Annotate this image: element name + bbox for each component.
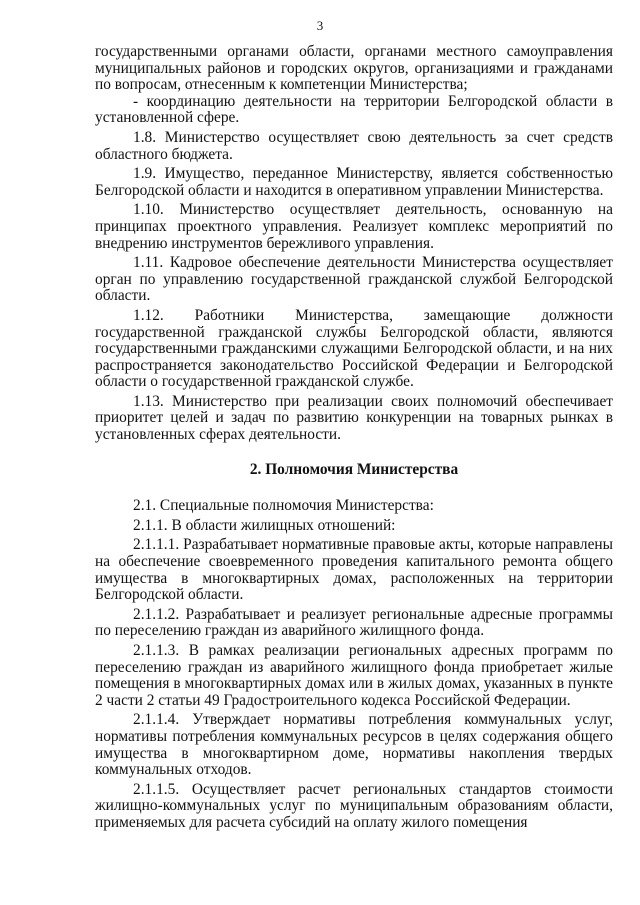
paragraph-2-1-1-3: 2.1.1.3. В рамках реализации региональных адресных программ по переселению граждан из аварийного жилищного фонда приобретает жилые помещения в многоквартирных домах или в жилых домах, указанных в пункте 2 части 2 статьи 49 Градостроительного кодекса Российской Федерации. — [95, 642, 613, 709]
section-title: 2. Полномочия Министерства — [249, 460, 459, 478]
paragraph-continuation: государственными органами области, органами местного самоуправления муниципальных районов и городских округов, организациями и гражданами по вопросам, отнесенным к компетенции Министерства; — [95, 43, 613, 94]
paragraph-1-12: 1.12. Работники Министерства, замещающие должности государственной гражданской службы Белгородской области, являются государственными гражданскими служащими Белгородской области, и на них распространяется законодательство Российской Федерации и Белгородской области о государственной гражданской службе. — [95, 306, 613, 391]
paragraph-1-8: 1.8. Министерство осуществляет свою деятельность за счет средств областного бюджета. — [95, 128, 613, 163]
page-number: 3 — [316, 18, 324, 33]
document-body — [95, 44, 613, 832]
paragraph-1-10: 1.10. Министерство осуществляет деятельность, основанную на принципах проектного управления. Реализует комплекс мероприятий по внедрению инструментов бережливого управления. — [95, 201, 613, 252]
paragraph-1-11: 1.11. Кадровое обеспечение деятельности Министерства осуществляет орган по управлению государственной гражданской службой Белгородской области. — [95, 254, 613, 305]
paragraph-coordination: - координацию деятельности на территории Белгородской области в установленной сфере. — [95, 92, 613, 127]
paragraph-1-13: 1.13. Министерство при реализации своих полномочий обеспечивает приоритет целей и задач по развитию конкуренции на товарных рынках в установленных сферах деятельности. — [95, 392, 613, 444]
paragraph-2-1: 2.1. Специальные полномочия Министерства: — [133, 497, 434, 515]
paragraph-2-1-1-2: 2.1.1.2. Разрабатывает и реализует региональные адресные программы по переселению граждан из аварийного жилищного фонда. — [95, 605, 613, 640]
paragraph-2-1-1-1: 2.1.1.1. Разрабатывает нормативные правовые акты, которые направлены на обеспечение своевременного проведения капитального ремонта общего имущества в многоквартирных домах, расположенных на территории Белгородской области. — [95, 536, 613, 604]
paragraph-2-1-1-5: 2.1.1.5. Осуществляет расчет региональных стандартов стоимости жилищно-коммунальных услуг по муниципальным образованиям области, применяемых для расчета субсидий на оплату жилого помещения — [95, 780, 613, 831]
paragraph-2-1-1-4: 2.1.1.4. Утверждает нормативы потребления коммунальных услуг, нормативы потребления коммунальных ресурсов в целях содержания общего имущества в многоквартирном доме, нормативы накопления твердых коммунальных отходов. — [95, 711, 613, 779]
paragraph-1-9: 1.9. Имущество, переданное Министерству, является собственностью Белгородской области и находится в оперативном управлении Министерства. — [95, 165, 613, 199]
paragraph-2-1-1: 2.1.1. В области жилищных отношений: — [133, 516, 396, 534]
